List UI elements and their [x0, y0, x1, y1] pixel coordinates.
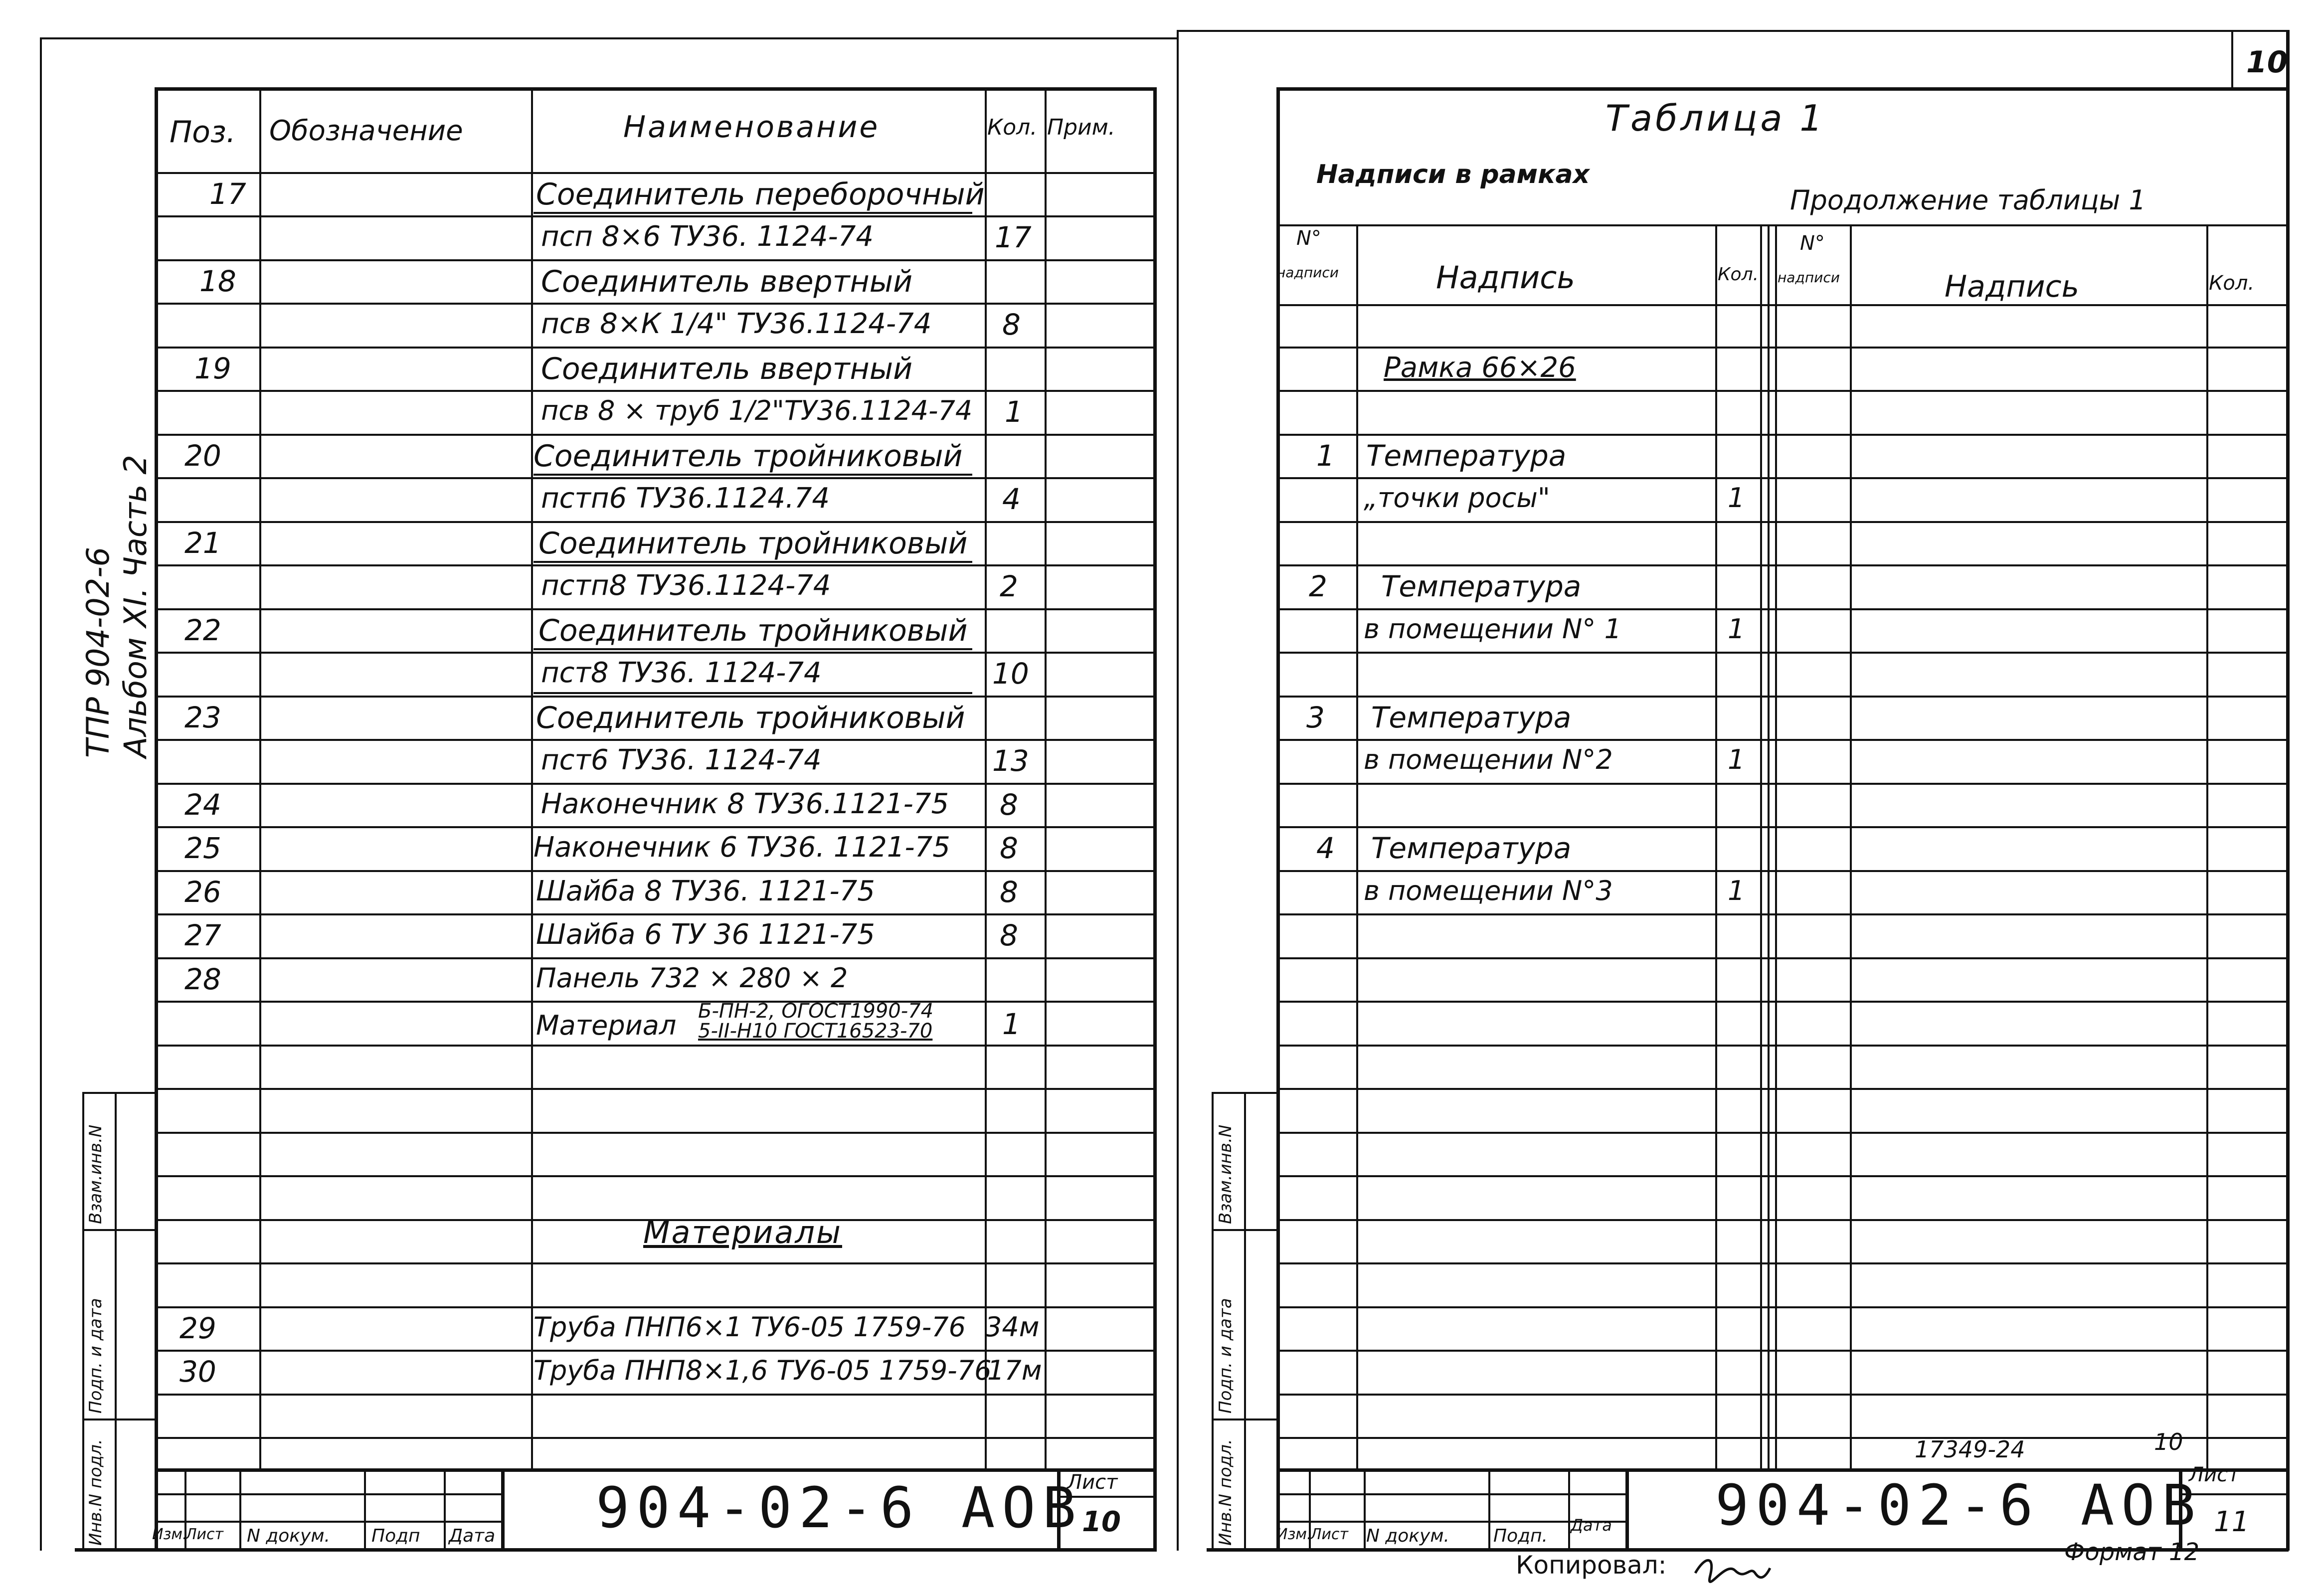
- table-row-pos: 28: [184, 962, 221, 996]
- table-row-name: псв 8 × труб 1/2"ТУ36.1124-74: [541, 395, 973, 426]
- material-spec-line-1: Б-ПН-2, ОГОСТ1990-74: [698, 1000, 934, 1023]
- table-title: Таблица 1: [1606, 97, 1826, 139]
- table-row-qty: 2: [1000, 569, 1018, 603]
- table-row-pos: 29: [179, 1311, 216, 1345]
- header-text: Надпись: [1436, 259, 1575, 296]
- table-row-qty: 1: [1728, 875, 1745, 906]
- table-row-name: пстп8 ТУ36.1124-74: [541, 569, 831, 602]
- margin-label-vzam: Взам.инв.N: [1216, 1124, 1236, 1224]
- table-row-qty: 10: [992, 657, 1029, 691]
- material-qty: 1: [1002, 1007, 1021, 1041]
- stamp-data: Дата: [449, 1526, 496, 1546]
- table-row-no: 4: [1316, 831, 1335, 865]
- table-row-name: Шайба 8 ТУ36. 1121-75: [536, 875, 875, 907]
- corner-number: 10: [2246, 45, 2288, 80]
- table-row-no: 2: [1309, 569, 1327, 603]
- table-row-pos: 20: [184, 439, 221, 473]
- header-qty: Кол.: [987, 115, 1038, 140]
- table-row-text: в помещении N° 1: [1364, 613, 1621, 645]
- table-row-pos: 18: [199, 264, 236, 298]
- margin-label-vzam: Взам.инв.N: [86, 1124, 106, 1224]
- format-label: Формат 12: [2064, 1538, 2200, 1566]
- stamp-podp: Подп: [371, 1526, 420, 1546]
- table-row-qty: 1: [1728, 482, 1745, 514]
- header-no-line2: надписи: [1276, 264, 1339, 281]
- header-note: Прим.: [1047, 115, 1115, 140]
- frame-label: Рамка 66×26: [1384, 352, 1576, 384]
- table-row-text: Температура: [1381, 569, 1582, 603]
- table-row-pos: 23: [184, 701, 221, 734]
- table-row-text: „точки росы": [1364, 482, 1550, 514]
- table-row-pos: 19: [194, 352, 231, 385]
- document-title: 904-02-6 АОВ: [596, 1476, 1083, 1541]
- table-row-qty: 17: [995, 220, 1032, 254]
- margin-label-inv: Инв.N подл.: [86, 1439, 106, 1546]
- copier-signature: [1690, 1551, 1775, 1586]
- table-subtitle: Надписи в рамках: [1316, 160, 1590, 189]
- header-no-line1: N°: [1296, 227, 1321, 250]
- stamp-list: Лист: [185, 1526, 224, 1543]
- table-row-qty: 8: [1000, 918, 1018, 952]
- material-spec-line-2: 5-II-Н10 ГОСТ16523-70: [698, 1020, 933, 1043]
- side-label-album: Альбом XI. Часть 2: [117, 455, 154, 758]
- table-row-name: Соединитель ввертный: [541, 352, 913, 386]
- table-row-name: пстп6 ТУ36.1124.74: [541, 482, 830, 515]
- table-row-name: Наконечник 8 ТУ36.1121-75: [541, 788, 949, 820]
- table-row-pos: 25: [184, 831, 221, 865]
- materials-heading: Материалы: [643, 1214, 842, 1250]
- document-title: 904-02-6 АОВ: [1715, 1473, 2203, 1538]
- inventory-number: 17349-24: [1915, 1436, 2025, 1463]
- table-row-qty: 8: [1000, 788, 1018, 822]
- table-row-no: 3: [1306, 701, 1325, 734]
- header-text-continued: Надпись: [1945, 269, 2079, 304]
- sheet-label: Лист: [2189, 1463, 2240, 1486]
- table-row-qty: 13: [992, 744, 1029, 778]
- table-row-qty: 1: [1005, 395, 1023, 429]
- header-no-line2-continued: надписи: [1778, 269, 1840, 286]
- table-row-pos: 17: [209, 177, 246, 211]
- table-row-name: Труба ПНП8×1,6 ТУ6-05 1759-76: [534, 1355, 992, 1386]
- table-row-name: псв 8×К 1/4" ТУ36.1124-74: [541, 308, 932, 340]
- table-row-qty: 8: [1000, 875, 1018, 909]
- table-row-pos: 30: [179, 1355, 216, 1389]
- table-row-qty: 1: [1728, 744, 1745, 775]
- table-row-name: псп 8×6 ТУ36. 1124-74: [541, 220, 874, 253]
- table-row-pos: 24: [184, 788, 221, 822]
- stamp-izm: Изм.: [1276, 1526, 1312, 1543]
- copied-by-label: Копировал:: [1516, 1551, 1667, 1580]
- table-row-qty: 34м: [985, 1311, 1040, 1343]
- table-row-name: пст8 ТУ36. 1124-74: [541, 657, 822, 689]
- margin-label-sign: Подп. и дата: [86, 1298, 106, 1414]
- table-row-name: Труба ПНП6×1 ТУ6-05 1759-76: [534, 1311, 966, 1343]
- table-row-name: Панель 732 × 280 × 2: [536, 962, 848, 994]
- header-designation: Обозначение: [269, 115, 463, 147]
- table-row-name: Соединитель переборочный: [536, 177, 985, 212]
- sheet-number: 11: [2214, 1506, 2250, 1538]
- table-row-pos: 27: [184, 918, 221, 952]
- table-row-qty: 4: [1002, 482, 1021, 516]
- margin-label-sign: Подп. и дата: [1216, 1298, 1236, 1414]
- table-row-qty: 8: [1000, 831, 1018, 865]
- table-row-name: Соединитель ввертный: [541, 264, 913, 299]
- stamp-ndoc: N докум.: [1366, 1526, 1449, 1546]
- table-row-qty: 17м: [987, 1355, 1042, 1386]
- table-continuation: Продолжение таблицы 1: [1790, 184, 2146, 216]
- table-row-pos: 22: [184, 613, 221, 647]
- inventory-sheet: 10: [2154, 1428, 2183, 1455]
- table-row-pos: 21: [184, 526, 221, 560]
- header-name: Наименование: [623, 110, 880, 145]
- header-qty: Кол.: [1718, 264, 1759, 285]
- stamp-izm: Изм.: [152, 1526, 187, 1543]
- table-row-name: Соединитель тройниковый: [536, 701, 965, 735]
- stamp-ndoc: N докум.: [247, 1526, 330, 1546]
- table-row-text: в помещении N°3: [1364, 875, 1613, 906]
- table-row-text: Температура: [1371, 831, 1572, 865]
- header-qty-continued: Кол.: [2209, 272, 2255, 295]
- table-row-name: Соединитель тройниковый: [538, 613, 968, 648]
- stamp-data: Дата: [1571, 1516, 1612, 1535]
- table-row-qty: 8: [1002, 308, 1021, 342]
- table-row-name: Шайба 6 ТУ 36 1121-75: [536, 918, 875, 951]
- stamp-list: Лист: [1310, 1526, 1349, 1543]
- table-row-name: Наконечник 6 ТУ36. 1121-75: [534, 831, 950, 864]
- table-row-name: Соединитель тройниковый: [538, 526, 968, 561]
- table-row-pos: 26: [184, 875, 221, 909]
- table-row-text: Температура: [1371, 701, 1572, 734]
- table-row-text: Температура: [1366, 439, 1567, 473]
- table-row-no: 1: [1316, 439, 1335, 473]
- sheet-label: Лист: [1067, 1471, 1118, 1494]
- header-no-line1-continued: N°: [1800, 232, 1825, 255]
- table-row-name: пст6 ТУ36. 1124-74: [541, 744, 822, 776]
- margin-label-inv: Инв.N подл.: [1216, 1439, 1236, 1546]
- stamp-podp: Подп.: [1493, 1526, 1548, 1546]
- table-row-name: Соединитель тройниковый: [534, 439, 963, 474]
- table-row-text: в помещении N°2: [1364, 744, 1613, 775]
- header-pos: Поз.: [170, 115, 236, 150]
- table-row-qty: 1: [1728, 613, 1745, 645]
- side-label-tpr: ТПР 904-02-6: [80, 546, 116, 758]
- material-label: Материал: [536, 1010, 677, 1041]
- sheet-number: 10: [1082, 1506, 1121, 1538]
